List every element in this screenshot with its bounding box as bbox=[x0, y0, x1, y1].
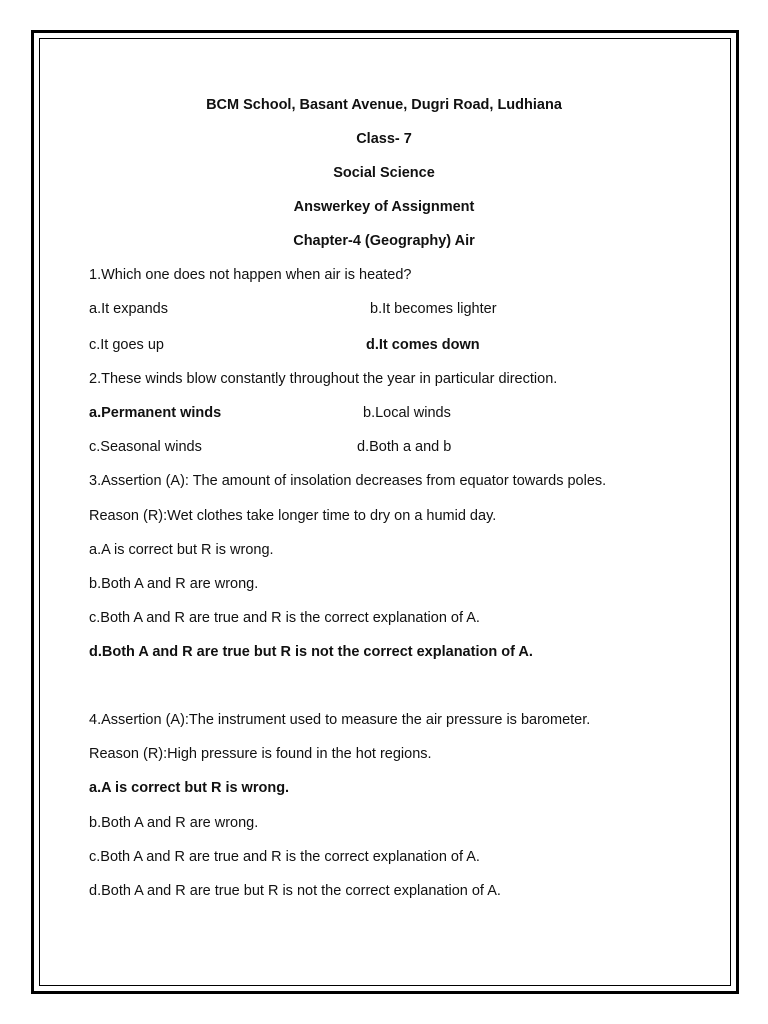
subject-label: Social Science bbox=[333, 165, 435, 181]
document-title: Answerkey of Assignment bbox=[293, 199, 475, 215]
question-2-option-b: b.Local winds bbox=[363, 405, 451, 421]
question-1-option-d-answer: d.It comes down bbox=[366, 337, 480, 353]
question-4-option-c: c.Both A and R are true and R is the correct explanation of A. bbox=[89, 849, 480, 865]
question-2-text: 2.These winds blow constantly throughout the year in particular direction. bbox=[89, 371, 558, 387]
question-4-option-b: b.Both A and R are wrong. bbox=[89, 815, 259, 831]
question-1-option-c: c.It goes up bbox=[89, 337, 164, 353]
question-4-option-a-answer: a.A is correct but R is wrong. bbox=[89, 780, 290, 796]
question-1-text: 1.Which one does not happen when air is heated? bbox=[89, 267, 412, 283]
question-4-reason: Reason (R):High pressure is found in the hot regions. bbox=[89, 746, 432, 762]
question-2-option-d: d.Both a and b bbox=[357, 439, 452, 455]
question-2-option-a-answer: a.Permanent winds bbox=[89, 405, 222, 421]
question-3-option-d-answer: d.Both A and R are true but R is not the correct explanation of A. bbox=[89, 644, 533, 660]
question-3-option-a: a.A is correct but R is wrong. bbox=[89, 542, 274, 558]
question-1-option-b: b.It becomes lighter bbox=[370, 301, 497, 317]
question-1-option-a: a.It expands bbox=[89, 301, 168, 317]
question-2-option-c: c.Seasonal winds bbox=[89, 439, 202, 455]
question-4-option-d: d.Both A and R are true but R is not the correct explanation of A. bbox=[89, 883, 501, 899]
question-3-option-b: b.Both A and R are wrong. bbox=[89, 576, 259, 592]
question-3-option-c: c.Both A and R are true and R is the correct explanation of A. bbox=[89, 610, 480, 626]
question-4-assertion: 4.Assertion (A):The instrument used to measure the air pressure is barometer. bbox=[89, 712, 591, 728]
class-label: Class- 7 bbox=[356, 131, 412, 147]
question-3-reason: Reason (R):Wet clothes take longer time to dry on a humid day. bbox=[89, 508, 497, 524]
chapter-title: Chapter-4 (Geography) Air bbox=[293, 233, 475, 249]
school-name: BCM School, Basant Avenue, Dugri Road, Ludhiana bbox=[206, 97, 562, 113]
question-3-assertion: 3.Assertion (A): The amount of insolation decreases from equator towards poles. bbox=[89, 473, 607, 489]
